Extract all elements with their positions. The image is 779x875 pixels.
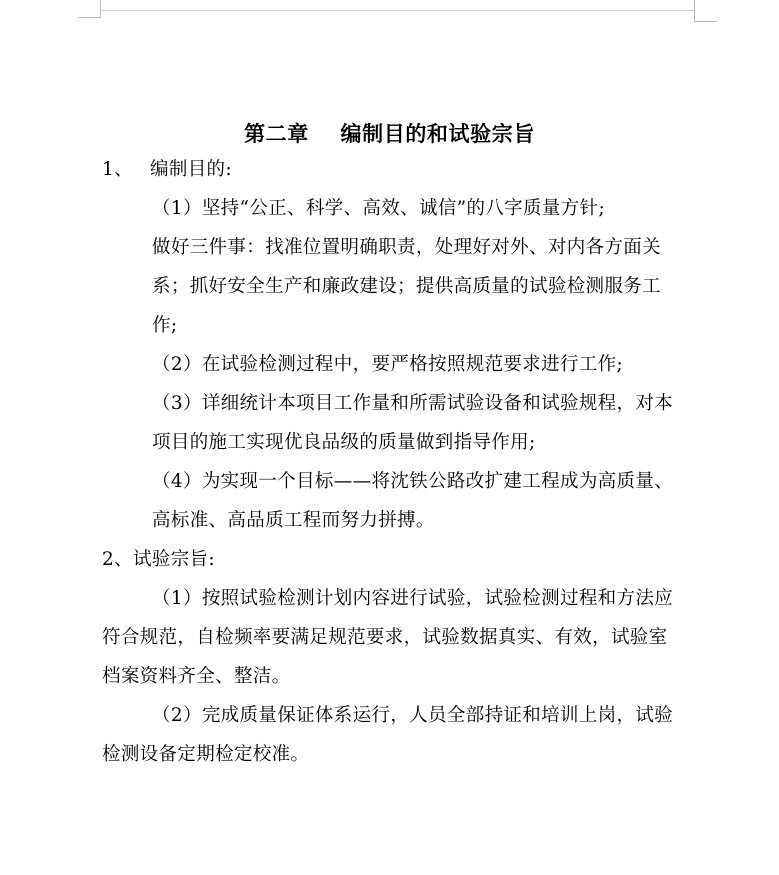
header-margin-line [101,10,694,11]
crop-mark-top-right [694,0,695,21]
section-1-heading [102,158,232,182]
section-1-item-2: （2）在试验检测过程中，要严格按照规范要求进行工作; [152,354,624,375]
chapter-title: 第二章 编制目的和试验宗旨 [244,121,535,146]
crop-mark-top-left [100,0,101,17]
section-2-item-2-cont: 检测设备定期检定校准。 [102,744,310,765]
section-1-heading-text: 编制目的: [150,159,232,180]
section-1-item-1: （1）坚持“公正、科学、高效、诚信”的八字质量方针; [152,198,606,219]
section-1-item-3-cont: 项目的施工实现优良品级的质量做到指导作用; [152,432,536,453]
section-1-paragraph-line: 系；抓好安全生产和廉政建设；提供高质量的试验检测服务工 [152,276,661,297]
section-2-item-1: （1）按照试验检测计划内容进行试验，试验检测过程和方法应 [152,588,674,609]
section-1-paragraph-line: 做好三件事：找准位置明确职责，处理好对外、对内各方面关 [152,237,661,258]
section-1-number: 1、 [102,159,133,180]
section-1-paragraph-line: 作; [152,315,178,336]
crop-mark-top-left [78,17,101,18]
section-1-item-4: （4）为实现一个目标——将沈铁公路改扩建工程成为高质量、 [152,471,674,492]
crop-mark-top-right [694,21,717,22]
section-2-item-2: （2）完成质量保证体系运行，人员全部持证和培训上岗，试验 [152,705,674,726]
section-1-item-4-cont: 高标准、高品质工程而努力拼搏。 [152,510,435,531]
section-1-item-3: （3）详细统计本项目工作量和所需试验设备和试验规程，对本 [152,393,674,414]
section-2-item-1-cont: 档案资料齐全、整洁。 [102,666,291,687]
section-2-heading: 2、试验宗旨: [102,549,215,570]
section-2-item-1-cont: 符合规范，自检频率要满足规范要求，试验数据真实、有效，试验室 [102,627,668,648]
